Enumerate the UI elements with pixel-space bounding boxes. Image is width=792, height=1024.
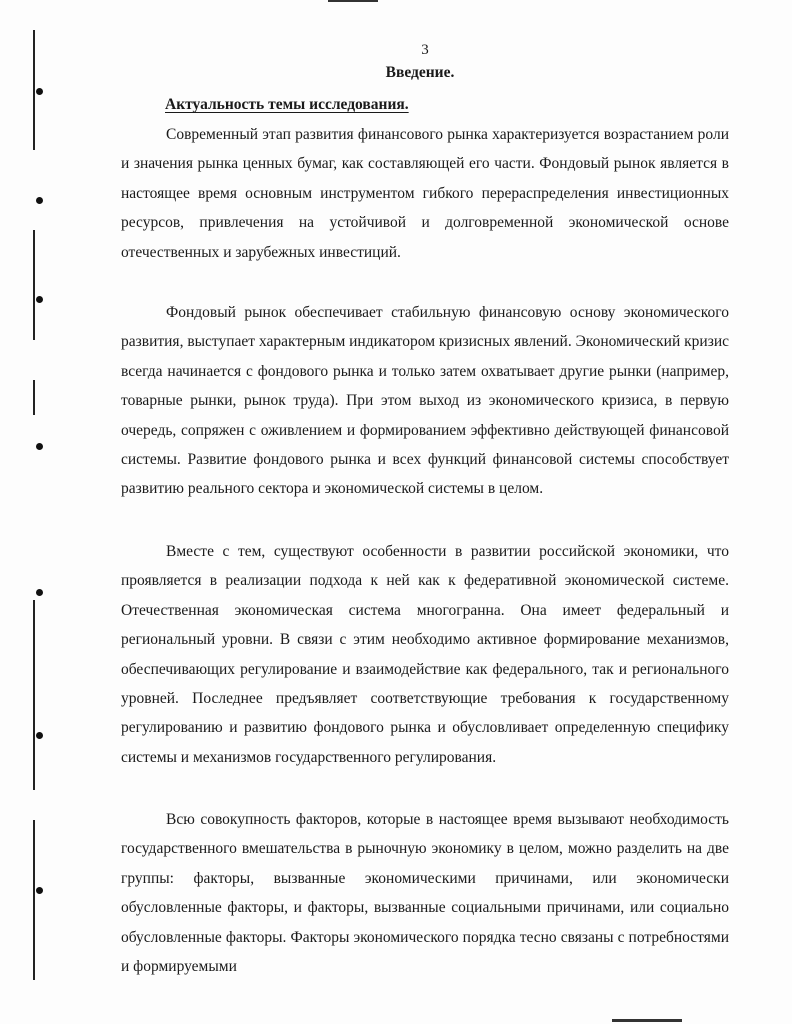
binding-hole-mark xyxy=(36,88,43,95)
binding-hole-mark xyxy=(36,296,43,303)
page-title: Введение. xyxy=(385,64,455,81)
paragraph: Вместе с тем, существуют особенности в развитии российской экономики, что проявляется в реализации подхода к ней как к федеративной экономической системе. Отечественная экономическая система многогранна. Она имеет федеральный и региональный уровни. В связи с этим необходимо активное формирование механизмов, обеспечивающих регулирование и взаимодействие как федерального, так и регионального уровней. Последнее предъявляет соответствующие требования к государственному регулированию и развитию фондового рынка и обусловливает определенную специфику системы и механизмов государственного регулирования. xyxy=(121,543,729,766)
binding-hole-mark xyxy=(36,443,43,450)
scan-artifact-top xyxy=(328,0,378,2)
binding-hole-mark xyxy=(36,887,43,894)
scan-edge-line xyxy=(33,30,35,150)
paragraph: Современный этап развития финансового рынка характеризуется возрастанием роли и значения рынка ценных бумаг, как составляющей его части. Фондовый рынок является в настоящее время основным инструментом гибкого перераспределения инвестиционных ресурсов, привлечения на устойчивой и долговременной экономической основе отечественных и зарубежных инвестиций. xyxy=(121,126,729,261)
paragraph: Фондовый рынок обеспечивает стабильную финансовую основу экономического развития, выступает характерным индикатором кризисных явлений. Экономический кризис всегда начинается с фондового рынка и только затем охватывает другие рынки (например, товарные рынки, рынок труда). При этом выход из экономического кризиса, в первую очередь, сопряжен с оживлением и формированием эффективно действующей финансовой системы. Развитие фондового рынка и всех функций финансовой системы способствует развитию реального сектора и экономической системы в целом. xyxy=(121,304,729,498)
scan-edge-line xyxy=(33,820,35,980)
paragraph: Всю совокупность факторов, которые в настоящее время вызывают необходимость государственного вмешательства в рыночную экономику в целом, можно разделить на две группы: факторы, вызванные экономическими причинами, или экономически обусловленные факторы, и факторы, вызванные социальными причинами, или социально обусловленные факторы. Факторы экономического порядка тесно связаны с потребностями и формируемыми xyxy=(121,811,729,976)
page-number: 3 xyxy=(421,42,429,58)
scan-edge-line xyxy=(33,230,35,340)
binding-hole-mark xyxy=(36,197,43,204)
scan-artifact-bottom xyxy=(612,1019,682,1022)
section-heading: Актуальность темы исследования. xyxy=(165,96,409,113)
scan-edge-line xyxy=(33,600,35,790)
binding-hole-mark xyxy=(36,732,43,739)
scan-edge-line xyxy=(33,380,35,415)
binding-hole-mark xyxy=(36,589,43,596)
